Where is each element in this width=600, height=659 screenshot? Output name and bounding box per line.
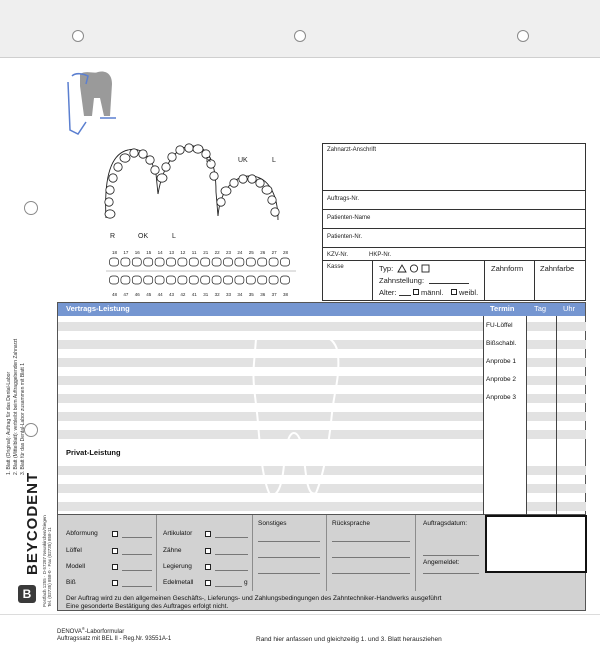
- termin-cell[interactable]: [527, 430, 556, 439]
- abformung-checkbox[interactable]: [112, 531, 118, 537]
- zaehne-line[interactable]: [215, 554, 248, 555]
- chart-row-tooth[interactable]: [201, 258, 210, 266]
- chart-row-tooth[interactable]: [258, 258, 267, 266]
- tooth-number-upper: 28: [283, 250, 289, 255]
- punch-hole: [72, 30, 84, 42]
- ruecksprache-line[interactable]: [332, 573, 410, 574]
- termin-cell[interactable]: [527, 322, 556, 331]
- chart-row-tooth[interactable]: [212, 276, 221, 284]
- chart-arch-tooth[interactable]: [221, 187, 231, 195]
- chart-row-tooth[interactable]: [269, 276, 278, 284]
- chart-row-tooth[interactable]: [144, 258, 153, 266]
- patient-form: [322, 143, 586, 261]
- tooth-number-lower: 38: [283, 292, 289, 297]
- tooth-number-upper: 17: [123, 250, 129, 255]
- ruecksprache-label: Rücksprache: [332, 520, 370, 527]
- tooth-number-lower: 33: [226, 292, 232, 297]
- chart-arch-tooth[interactable]: [105, 198, 113, 206]
- termin-cell[interactable]: [527, 466, 556, 475]
- kasse-field[interactable]: [323, 261, 373, 301]
- auftragsdatum-line[interactable]: [423, 555, 479, 556]
- zahnfarbe-label: Zahnfarbe: [540, 264, 575, 273]
- auftragsdatum-label: Auftragsdatum:: [423, 520, 468, 527]
- zahnstellung-label: Zahnstellung:: [379, 276, 425, 285]
- chart-row-tooth[interactable]: [121, 258, 130, 266]
- tooth-number-upper: 22: [214, 250, 220, 255]
- chart-row-tooth[interactable]: [121, 276, 130, 284]
- chart-arch-tooth[interactable]: [239, 175, 247, 183]
- patienten-name-label: Patienten-Name: [327, 215, 371, 221]
- chart-row-tooth[interactable]: [281, 258, 290, 266]
- termin-cell[interactable]: [527, 394, 556, 403]
- tooth-number-upper: 24: [237, 250, 243, 255]
- chart-arch-tooth[interactable]: [262, 186, 272, 194]
- termin-cell[interactable]: [527, 340, 556, 349]
- termin-cell[interactable]: [557, 394, 586, 403]
- kasse-label: Kasse: [327, 264, 344, 270]
- artikulator-line[interactable]: [215, 537, 248, 538]
- hkp-nr-label: HKP-Nr.: [369, 252, 392, 258]
- square-icon[interactable]: [422, 265, 429, 272]
- termin-cell[interactable]: [527, 484, 556, 493]
- tooth-number-upper: 18: [112, 250, 118, 255]
- biss-label: Biß: [66, 579, 76, 586]
- footer-reg: ®: [81, 626, 85, 631]
- termin-cell[interactable]: [557, 484, 586, 493]
- angemeldet-line[interactable]: [423, 573, 479, 574]
- chart-row-tooth[interactable]: [246, 276, 255, 284]
- sonstiges-label: Sonstiges: [258, 520, 287, 527]
- chart-arch-tooth[interactable]: [168, 153, 176, 161]
- tooth-number-lower: 48: [112, 292, 118, 297]
- chart-row-tooth[interactable]: [269, 258, 278, 266]
- tear-instruction[interactable]: Rand hier anfassen und gleichzeitig 1. und 3. Blatt herausziehen: [256, 636, 442, 643]
- instruction-line-3: 3. Blatt für das Dental-Labor zusammen mit Blatt 1: [20, 363, 26, 475]
- chart-row-tooth[interactable]: [224, 258, 233, 266]
- chart-arch-tooth[interactable]: [256, 179, 264, 187]
- tooth-number-upper: 13: [169, 250, 175, 255]
- artikulator-checkbox[interactable]: [205, 531, 211, 537]
- chart-arch-tooth[interactable]: [210, 172, 218, 180]
- chart-row-tooth[interactable]: [235, 258, 244, 266]
- edelmetall-checkbox[interactable]: [205, 580, 211, 586]
- typ-shapes: [397, 264, 433, 273]
- tooth-number-lower: 45: [146, 292, 152, 297]
- column-divider: [156, 515, 157, 591]
- abformung-line[interactable]: [122, 537, 152, 538]
- termin-bissschabl[interactable]: Bißschabl.: [486, 340, 517, 347]
- tooth-number-upper: 26: [260, 250, 266, 255]
- chart-row-tooth[interactable]: [258, 276, 267, 284]
- termin-cell[interactable]: [557, 322, 586, 331]
- chart-arch-tooth[interactable]: [146, 156, 154, 164]
- kzv-hkp-field[interactable]: [323, 247, 585, 262]
- chart-row-tooth[interactable]: [224, 276, 233, 284]
- brand-address-line-1: Postfach 1255 · D-57287 Neunkirchen/Siegen: [42, 515, 47, 607]
- chart-row-tooth[interactable]: [167, 258, 176, 266]
- terms-disclaimer: [66, 595, 441, 611]
- chart-arch-tooth[interactable]: [271, 208, 279, 216]
- punch-hole: [517, 30, 529, 42]
- weibl-label: weibl.: [459, 288, 479, 297]
- tooth-number-upper: 12: [180, 250, 186, 255]
- punch-hole: [24, 201, 38, 215]
- copy-instructions: [4, 275, 62, 475]
- tooth-number-lower: 44: [157, 292, 163, 297]
- tooth-number-lower: 47: [123, 292, 129, 297]
- termin-cell[interactable]: [557, 376, 586, 385]
- vertrags-leistung-heading: Vertrags-Leistung: [66, 304, 130, 313]
- loeffel-line[interactable]: [122, 554, 152, 555]
- services-table: [57, 302, 586, 515]
- chart-arch-tooth[interactable]: [157, 174, 167, 182]
- zahnform-label: Zahnform: [491, 264, 524, 273]
- termin-cell[interactable]: [527, 376, 556, 385]
- edelmetall-line[interactable]: [215, 586, 242, 587]
- alter-label: Alter:: [379, 288, 397, 297]
- patienten-nr-label: Patienten-Nr.: [327, 234, 363, 240]
- modell-checkbox[interactable]: [112, 564, 118, 570]
- column-divider: [326, 515, 327, 591]
- typ-field: [373, 261, 485, 301]
- edelmetall-label: Edelmetall: [163, 579, 194, 586]
- weibl-checkbox[interactable]: [451, 289, 457, 295]
- chart-row-tooth[interactable]: [178, 276, 187, 284]
- tooth-number-upper: 11: [191, 250, 197, 255]
- termin-cell[interactable]: [557, 340, 586, 349]
- tooth-watermark-icon: [248, 329, 348, 499]
- chart-row-tooth[interactable]: [144, 276, 153, 284]
- chart-arch-tooth[interactable]: [106, 186, 114, 194]
- chart-row-tooth[interactable]: [132, 258, 141, 266]
- legierung-line[interactable]: [215, 570, 248, 571]
- chart-row-tooth[interactable]: [110, 276, 119, 284]
- chart-arch-tooth[interactable]: [268, 196, 276, 204]
- zahnarzt-label: Zahnarzt-Anschrift: [327, 147, 377, 153]
- tag-heading: Tag: [534, 304, 547, 313]
- patienten-name-field[interactable]: [323, 209, 585, 228]
- footer-reg-nr: Auftragssatz mit BEL II - Reg.Nr. 93551A-1: [57, 636, 172, 642]
- biss-checkbox[interactable]: [112, 580, 118, 586]
- legierung-label: Legierung: [163, 563, 192, 570]
- brand-address: [42, 515, 52, 607]
- table-header: [58, 303, 585, 316]
- column-divider: [252, 515, 253, 591]
- perforation-strip: [0, 0, 600, 58]
- column-divider: [483, 316, 484, 515]
- chart-row-tooth[interactable]: [235, 276, 244, 284]
- tooth-number-upper: 21: [203, 250, 209, 255]
- chart-arch-tooth[interactable]: [130, 149, 138, 157]
- stamp-box[interactable]: [485, 515, 587, 573]
- chart-arch-tooth[interactable]: [230, 179, 238, 187]
- modell-line[interactable]: [122, 570, 152, 571]
- termin-anprobe-1[interactable]: Anprobe 1: [486, 358, 516, 365]
- termin-cell[interactable]: [557, 466, 586, 475]
- chart-arch-tooth[interactable]: [139, 150, 147, 158]
- tooth-number-upper: 23: [226, 250, 232, 255]
- termin-cell[interactable]: [527, 412, 556, 421]
- tooth-number-lower: 43: [169, 292, 175, 297]
- termin-heading: Termin: [490, 304, 515, 313]
- termin-anprobe-3[interactable]: Anprobe 3: [486, 394, 516, 401]
- brand-name: BEYCODENT: [24, 471, 41, 575]
- chart-arch-tooth[interactable]: [193, 145, 203, 153]
- punch-hole: [294, 30, 306, 42]
- chart-label-upper-l: L: [272, 157, 276, 164]
- artikulator-label: Artikulator: [163, 530, 193, 537]
- maennl-checkbox[interactable]: [413, 289, 419, 295]
- sonstiges-line[interactable]: [258, 573, 320, 574]
- loeffel-label: Löffel: [66, 547, 82, 554]
- chart-row-tooth[interactable]: [281, 276, 290, 284]
- chart-row-tooth[interactable]: [132, 276, 141, 284]
- brand-address-line-2: Tel. (02735) 858-0 · Fax (02735) 858-11: [47, 527, 52, 607]
- chart-row-tooth[interactable]: [178, 258, 187, 266]
- modell-label: Modell: [66, 563, 86, 570]
- chart-label-lower-mid: OK: [138, 233, 149, 240]
- tooth-number-lower: 36: [260, 292, 266, 297]
- termin-cell[interactable]: [557, 412, 586, 421]
- ruecksprache-line[interactable]: [332, 557, 410, 558]
- disclaimer-line-2: Eine gesonderte Bestätigung des Auftrages erfolgt nicht.: [66, 603, 229, 610]
- chart-row-tooth[interactable]: [212, 258, 221, 266]
- tooth-number-upper: 16: [134, 250, 140, 255]
- zahnstellung-line[interactable]: [429, 283, 469, 284]
- privat-leistung-heading: Privat-Leistung: [66, 448, 121, 457]
- chart-row-tooth[interactable]: [246, 258, 255, 266]
- termin-cell[interactable]: [527, 358, 556, 367]
- termin-cell[interactable]: [527, 502, 556, 511]
- chart-label-upper-mid: UK: [238, 157, 248, 164]
- instruction-line-1: 1. Blatt (Original): Auftrag für das Dental-Labor: [6, 371, 12, 475]
- column-divider: [556, 316, 557, 515]
- tooth-number-lower: 35: [248, 292, 254, 297]
- chart-arch-tooth[interactable]: [105, 210, 115, 218]
- column-divider: [526, 316, 527, 515]
- zaehne-checkbox[interactable]: [205, 548, 211, 554]
- chart-arch-tooth[interactable]: [217, 198, 225, 206]
- chart-label-lower-r: R: [110, 233, 116, 240]
- termin-cell[interactable]: [557, 502, 586, 511]
- tooth-number-lower: 46: [134, 292, 140, 297]
- chart-arch-tooth[interactable]: [185, 144, 193, 152]
- zaehne-label: Zähne: [163, 547, 182, 554]
- zahnfarbe-field[interactable]: [535, 261, 587, 301]
- alter-line[interactable]: [399, 295, 411, 296]
- chart-arch-tooth[interactable]: [151, 166, 159, 174]
- uhr-heading: Uhr: [563, 304, 576, 313]
- circle-icon[interactable]: [410, 265, 417, 272]
- auftrags-nr-field[interactable]: [323, 190, 585, 209]
- footer-imprint: [57, 625, 171, 643]
- footer-laborformular: -Laborformular: [84, 629, 125, 635]
- instruction-line-2: 2. Blatt (Mittelblatt): verbleibt beim Auftraggebenden Zahnarzt: [13, 338, 19, 475]
- tooth-number-lower: 32: [214, 292, 220, 297]
- tooth-number-upper: 14: [157, 250, 163, 255]
- patient-meta: [322, 261, 586, 301]
- chart-arch-tooth[interactable]: [162, 163, 170, 171]
- tear-line: [0, 614, 600, 615]
- chart-row-tooth[interactable]: [110, 258, 119, 266]
- edelmetall-unit: g: [244, 579, 248, 586]
- chart-row-tooth[interactable]: [155, 258, 164, 266]
- chart-row-tooth[interactable]: [189, 258, 198, 266]
- chart-label-lower-l: L: [172, 233, 176, 240]
- maennl-label: männl.: [421, 288, 444, 297]
- chart-arch-tooth[interactable]: [109, 174, 117, 182]
- ruecksprache-line[interactable]: [332, 541, 410, 542]
- termin-anprobe-2[interactable]: Anprobe 2: [486, 376, 516, 383]
- termin-cell[interactable]: [557, 430, 586, 439]
- chart-label-upper-r: R: [206, 157, 212, 164]
- order-details: [57, 515, 586, 611]
- chart-arch-tooth[interactable]: [114, 163, 122, 171]
- sonstiges-line[interactable]: [258, 557, 320, 558]
- tooth-number-lower: 31: [203, 292, 209, 297]
- column-divider: [415, 515, 416, 591]
- triangle-icon[interactable]: [398, 265, 406, 272]
- chart-arch-tooth[interactable]: [248, 175, 256, 183]
- dental-chart: [100, 140, 300, 305]
- typ-label: Typ:: [379, 264, 394, 273]
- loeffel-checkbox[interactable]: [112, 548, 118, 554]
- legierung-checkbox[interactable]: [205, 564, 211, 570]
- table-row[interactable]: [58, 502, 483, 511]
- angemeldet-label: Angemeldet:: [423, 559, 460, 566]
- zahnform-field[interactable]: [485, 261, 535, 301]
- tooth-number-upper: 15: [146, 250, 152, 255]
- disclaimer-line-1: Der Auftrag wird zu den allgemeinen Geschäfts-, Lieferungs- und Zahlungsbedingungen des Zahntechniker-Handwerks ausgeführt: [66, 595, 442, 602]
- chart-row-tooth[interactable]: [201, 276, 210, 284]
- kzv-nr-label: KZV-Nr.: [327, 252, 349, 258]
- footer-brand: DENOVA: [57, 629, 82, 635]
- chart-row-tooth[interactable]: [167, 276, 176, 284]
- tooth-logo-icon: [64, 68, 124, 140]
- patienten-nr-field[interactable]: [323, 228, 585, 247]
- biss-line[interactable]: [122, 586, 152, 587]
- tooth-number-lower: 37: [271, 292, 277, 297]
- brand-mark-icon: B: [18, 585, 36, 603]
- termin-fu-loeffel[interactable]: FU-Löffel: [486, 322, 513, 329]
- termin-cell[interactable]: [557, 358, 586, 367]
- sonstiges-line[interactable]: [258, 541, 320, 542]
- auftrags-nr-label: Auftrags-Nr.: [327, 196, 360, 202]
- chart-arch-tooth[interactable]: [176, 146, 184, 154]
- tooth-number-upper: 27: [271, 250, 277, 255]
- chart-row-tooth[interactable]: [155, 276, 164, 284]
- chart-arch-tooth[interactable]: [120, 154, 130, 162]
- tooth-number-lower: 34: [237, 292, 243, 297]
- tooth-number-upper: 25: [248, 250, 254, 255]
- brand-block: [14, 471, 54, 610]
- chart-row-tooth[interactable]: [189, 276, 198, 284]
- tooth-number-lower: 41: [191, 292, 197, 297]
- tooth-number-lower: 42: [180, 292, 186, 297]
- abformung-label: Abformung: [66, 530, 98, 537]
